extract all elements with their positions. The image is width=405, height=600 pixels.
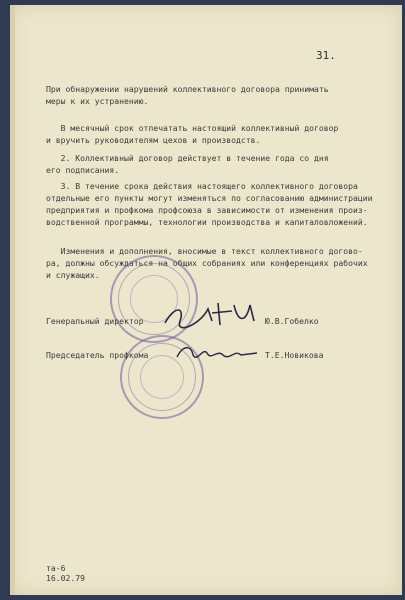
paragraph-discussion: Изменения и дополнения, вносимые в текст коллективного догово- ра, должны обсуждаться на общих собраниях или конференциях рабочих и служащих. [46,246,368,280]
director-name: Ю.В.Гобелко [265,316,319,326]
page-number: 31. [316,49,336,62]
paragraph-print-contract: В месячный срок отпечатать настоящий коллективный договор и вручить руководителям цехов и производств. [46,123,339,145]
page-binding-edge [10,5,15,595]
chair-handwritten-signature [173,339,263,369]
chair-title: Председатель профкома [46,350,149,360]
document-date: 16.02.79 [46,573,85,583]
paragraph-validity: 2. Коллективный договор действует в течение года со дня его подписания. [46,153,329,175]
director-handwritten-signature [160,295,270,335]
chair-name: Т.Е.Новикова [265,350,324,360]
document-page [10,5,402,595]
document-code: та-6 [46,563,66,573]
paragraph-amendments: 3. В течение срока действия настоящего коллективного договора отдельные его пункты могут изменяться по согласованию администрации предприятия и профкома профсоюза в зависимости от изменения произ- водственной программы, технологии производства и капиталовложений. [46,181,373,227]
paragraph-violations: При обнаружении нарушений коллективного договора принимать меры к их устранению. [46,84,329,106]
director-title: Генеральный директор [46,316,144,326]
